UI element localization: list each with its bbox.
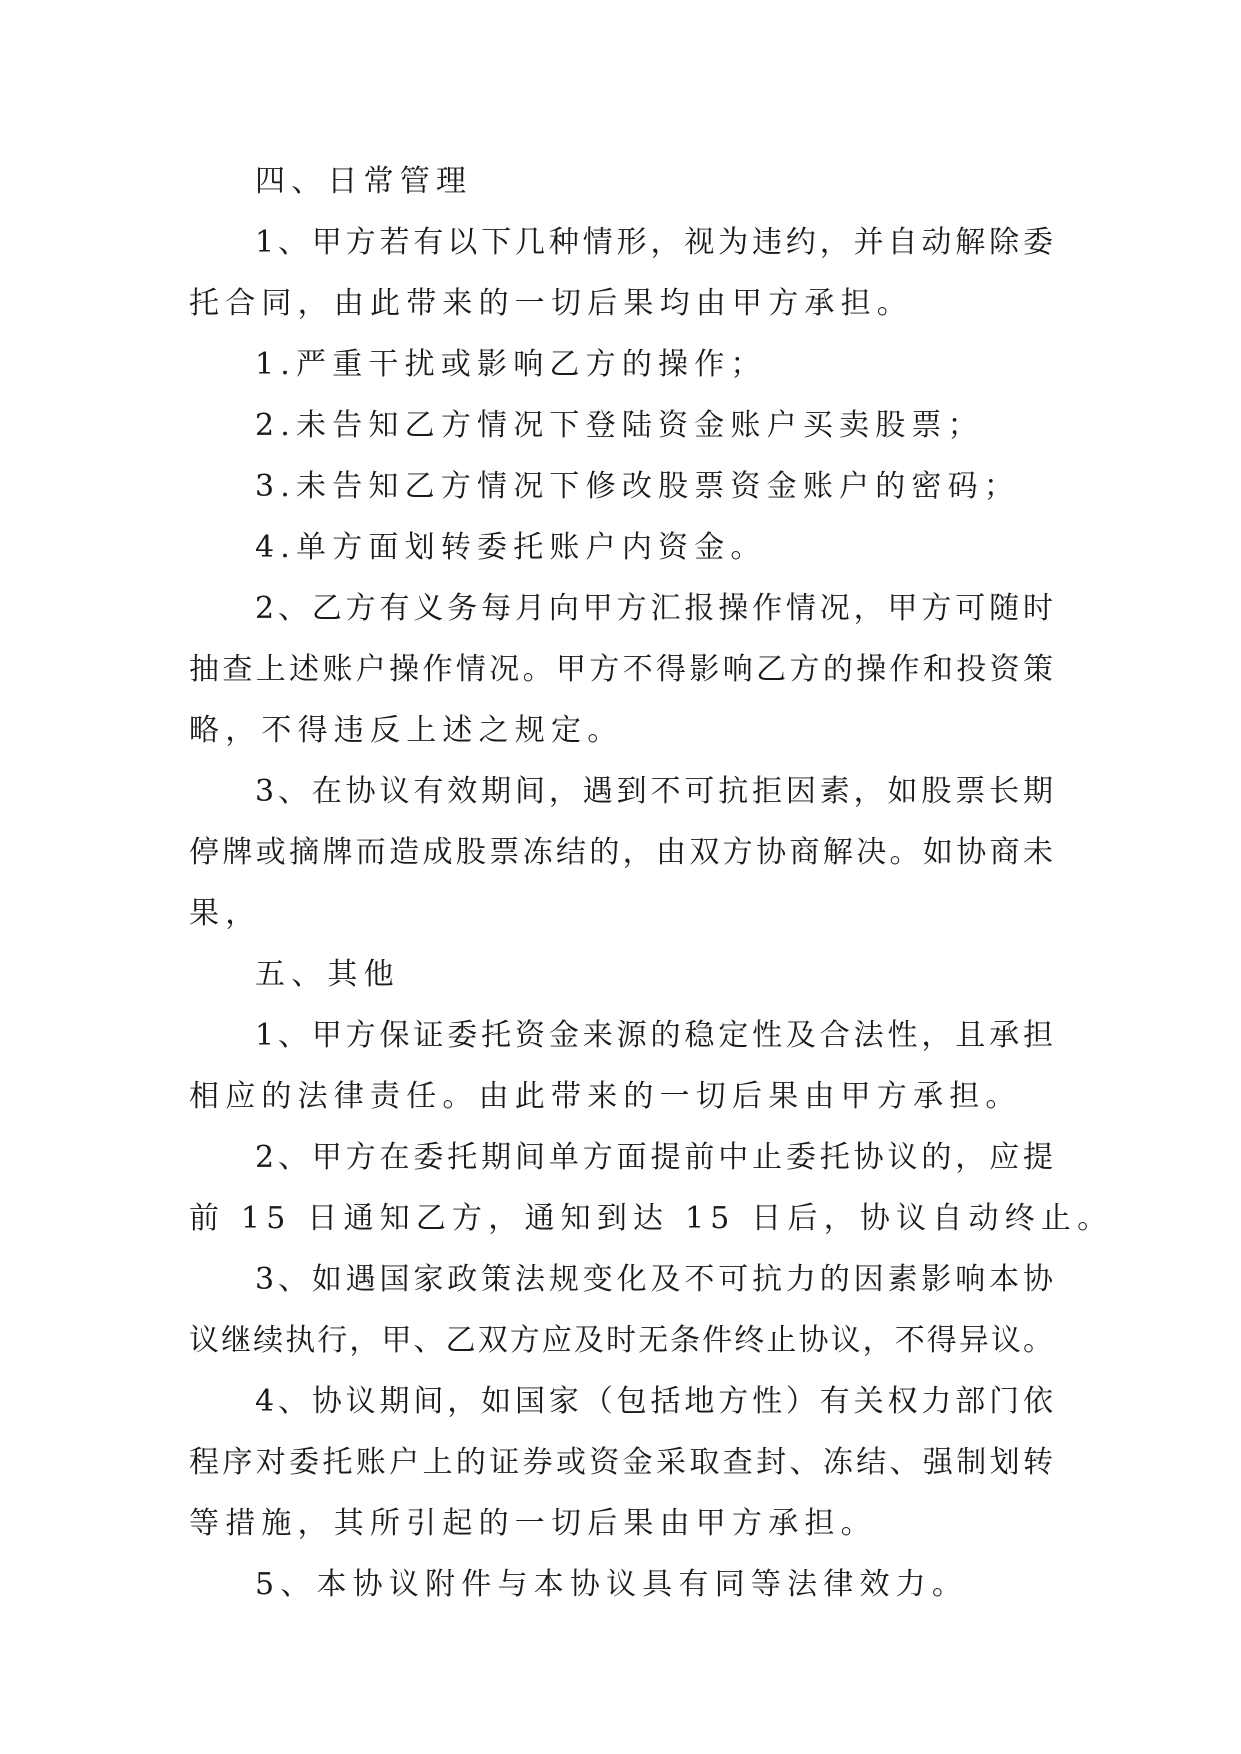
paragraph-line: 3、在协议有效期间，遇到不可抗拒因素，如股票长期 [255,774,1053,809]
paragraph-line: 1、甲方若有以下几种情形，视为违约，并自动解除委 [255,225,1053,260]
paragraph-line: 4、协议期间，如国家（包括地方性）有关权力部门依 [255,1384,1053,1419]
paragraph-line: 停牌或摘牌而造成股票冻结的，由双方协商解决。如协商未 [189,835,1053,870]
paragraph-line: 相应的法律责任。由此带来的一切后果由甲方承担。 [189,1079,1022,1114]
paragraph-line: 托合同，由此带来的一切后果均由甲方承担。 [189,286,913,321]
list-item: 3.未告知乙方情况下修改股票资金账户的密码； [255,469,1021,504]
paragraph-line: 略，不得违反上述之规定。 [189,713,624,748]
section-heading-daily-management: 四、日常管理 [255,164,473,199]
paragraph-line: 抽查上述账户操作情况。甲方不得影响乙方的操作和投资策 [189,652,1053,687]
paragraph-line: 果， [189,896,262,931]
paragraph-line: 1、甲方保证委托资金来源的稳定性及合法性，且承担 [255,1018,1053,1053]
paragraph-line: 程序对委托账户上的证券或资金采取查封、冻结、强制划转 [189,1445,1053,1480]
paragraph-line: 等措施，其所引起的一切后果由甲方承担。 [189,1506,877,1541]
document-body [189,151,1114,1615]
section-heading-other: 五、其他 [255,957,400,992]
list-item: 1.严重干扰或影响乙方的操作； [255,347,767,382]
paragraph-line: 前 15 日通知乙方，通知到达 15 日后，协议自动终止。 [189,1201,1114,1236]
list-item: 2.未告知乙方情况下登陆资金账户买卖股票； [255,408,984,443]
paragraph-line: 议继续执行，甲、乙双方应及时无条件终止协议，不得异议。 [189,1323,1053,1358]
paragraph-line: 2、乙方有义务每月向甲方汇报操作情况，甲方可随时 [255,591,1053,626]
paragraph-line: 5、本协议附件与本协议具有同等法律效力。 [255,1567,969,1602]
list-item: 4.单方面划转委托账户内资金。 [255,530,767,565]
paragraph-line: 2、甲方在委托期间单方面提前中止委托协议的，应提 [255,1140,1053,1175]
paragraph-line: 3、如遇国家政策法规变化及不可抗力的因素影响本协 [255,1262,1053,1297]
